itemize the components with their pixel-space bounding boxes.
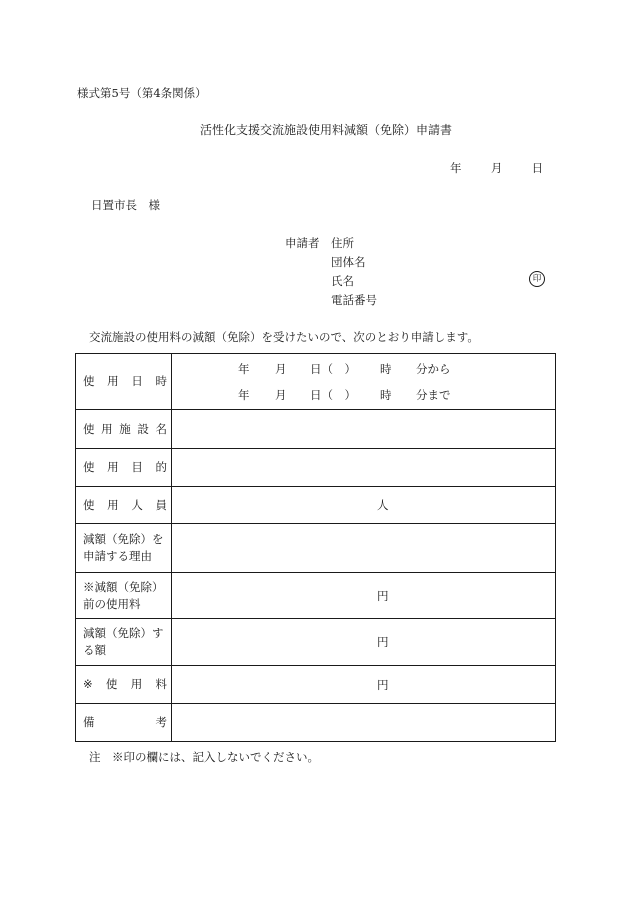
row-reason	[76, 524, 556, 573]
people-field[interactable]	[172, 487, 556, 524]
fee-field[interactable]	[172, 666, 556, 704]
row-people	[76, 487, 556, 524]
reduction-label: 減額（免除）する額	[76, 619, 172, 666]
phone-label: 電話番号	[331, 293, 377, 307]
facility-field[interactable]	[172, 410, 556, 449]
date-line	[450, 160, 543, 176]
date-year: 年	[450, 161, 462, 175]
facility-label: 使 用 施 設 名	[76, 410, 172, 449]
applicant-label: 申請者	[285, 236, 320, 250]
label-spread: 使 用 日 時	[83, 374, 167, 388]
to-month: 月	[275, 387, 287, 402]
row-purpose	[76, 449, 556, 487]
to-minute: 分まで	[416, 387, 451, 402]
document-title: 活性化支援交流施設使用料減額（免除）申請書	[200, 123, 453, 137]
form-number: 様式第5号（第4条関係）	[77, 86, 207, 100]
date-month: 月	[490, 161, 503, 175]
fee-label: ※ 使 用 料	[76, 666, 172, 704]
usage-datetime-label	[76, 354, 172, 410]
intro-text: 交流施設の使用料の減額（免除）を受けたいので、次のとおり申請します。	[89, 330, 479, 344]
remarks-label: 備 考	[76, 704, 172, 742]
to-day: 日（ ）	[310, 387, 356, 402]
remarks-field[interactable]	[172, 704, 556, 742]
pre-fee-label: ※減額（免除）前の使用料	[76, 573, 172, 619]
reason-field[interactable]	[172, 524, 556, 573]
usage-datetime-field[interactable]	[172, 354, 556, 410]
note: 注 ※印の欄には、記入しないでください。	[89, 750, 319, 764]
from-day: 日（ ）	[310, 361, 356, 376]
application-table	[75, 353, 556, 742]
row-remarks	[76, 704, 556, 742]
address-label: 住所	[331, 236, 354, 250]
reduction-field[interactable]	[172, 619, 556, 666]
row-reduction	[76, 619, 556, 666]
fee-mark: ※	[83, 677, 93, 691]
name-label: 氏名	[331, 274, 354, 288]
from-minute: 分から	[416, 361, 451, 376]
row-facility	[76, 410, 556, 449]
row-pre-fee	[76, 573, 556, 619]
fee-unit: 円	[377, 677, 389, 692]
people-unit: 人	[377, 498, 389, 512]
from-year: 年	[238, 361, 250, 376]
purpose-label: 使 用 目 的	[76, 449, 172, 487]
addressee: 日置市長 様	[91, 198, 160, 212]
pre-fee-unit: 円	[377, 588, 389, 603]
purpose-field[interactable]	[172, 449, 556, 487]
reason-label: 減額（免除）を申請する理由	[76, 524, 172, 573]
date-day: 日	[531, 161, 544, 175]
time-to-line	[172, 382, 555, 408]
to-year: 年	[238, 387, 250, 402]
org-name-label: 団体名	[331, 255, 366, 269]
pre-fee-field[interactable]	[172, 573, 556, 619]
row-fee	[76, 666, 556, 704]
reduction-unit: 円	[377, 635, 389, 649]
time-from-line	[172, 356, 555, 382]
seal-mark: 印	[529, 271, 545, 287]
from-month: 月	[275, 361, 287, 376]
from-hour: 時	[380, 361, 392, 376]
people-label: 使 用 人 員	[76, 487, 172, 524]
row-usage-datetime	[76, 354, 556, 410]
to-hour: 時	[380, 387, 392, 402]
